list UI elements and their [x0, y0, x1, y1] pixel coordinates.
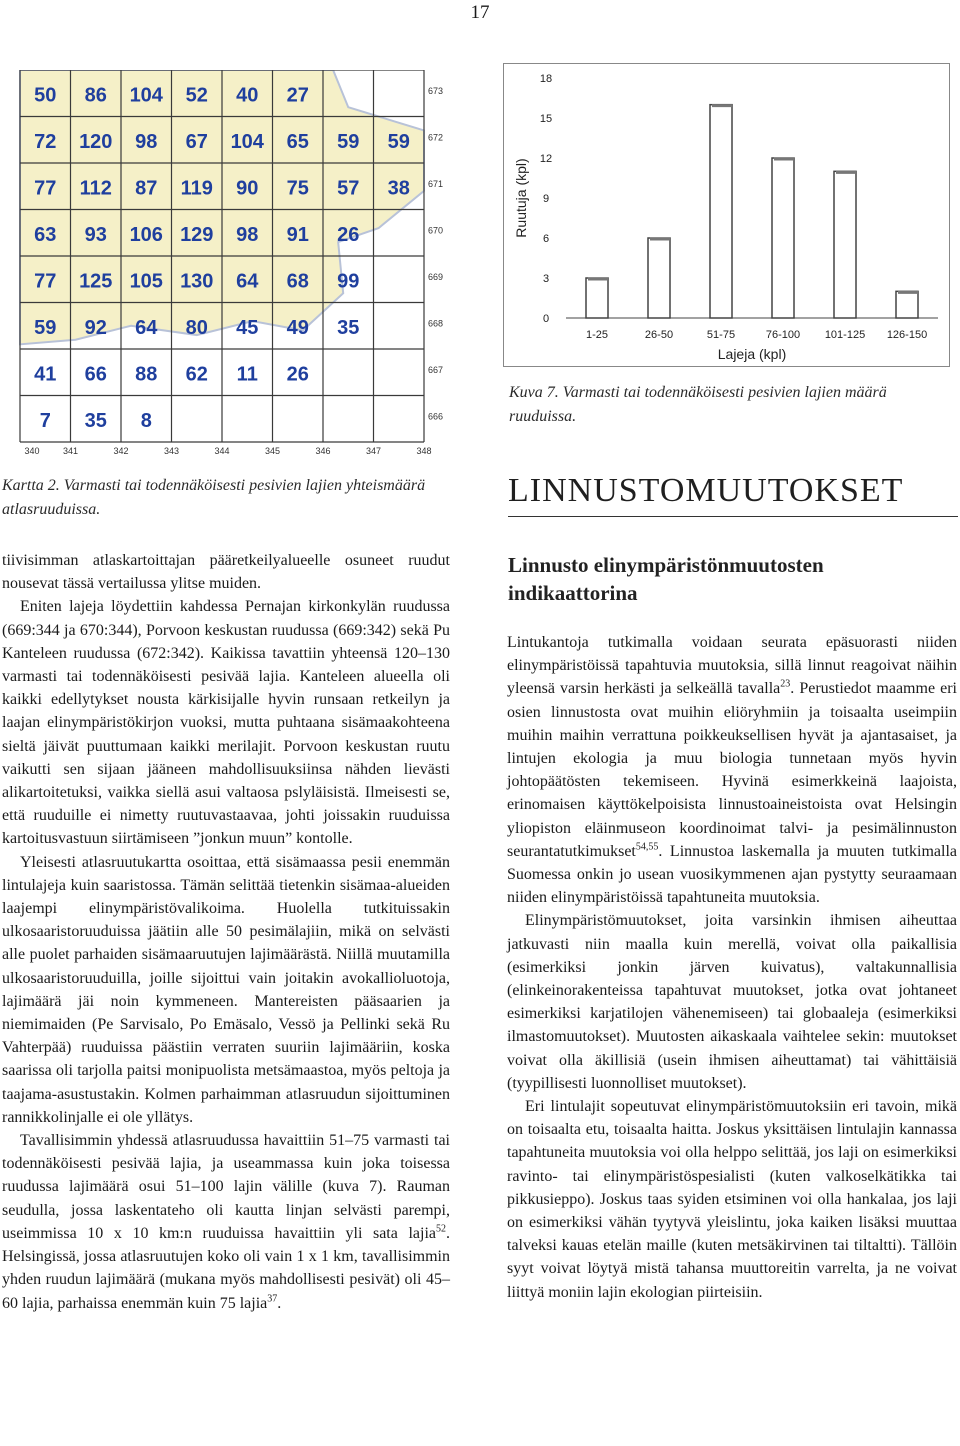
paragraph: Yleisesti atlasruutukartta osoittaa, että sisämaassa pesii enemmän lintulajeja kuin saaristossa. Tämän selittää tietenkin sisämaa-alueiden laajempi elinympäristövalikoima. Huolella tutkituissakin ulkosaaristoruuduissa jäätiin alle 50 pesimälajiin, mikä on selvästi alle puolet parhaiden sisämaaruutujen lajimäärästä. Niillä muutamilla ulkosaaristoruuduilla, joille sijoittui vain joitakin avokallioluotoja, lajimäärä jäi noin kymmeneen. Mantereisten pääsaarien ja niemimaiden (Pe Sarvisalo, Po Emäsalo, Vessö ja Pellinki sekä Ru Vahterpää) ruuduissa päästiin verraten suuriin lajimääriin, koska saarissa oli tarjolla paitsi monipuolista metsämaastoa, myös peltoja ja taajama-asustustakin. Kolmen parhaimman atlasruudun sijoittuminen rannikkolinjalle ei ole yllätys. — [2, 853, 450, 1126]
y-tick-label: 12 — [539, 153, 553, 165]
map-y-tick: 669 — [428, 272, 444, 282]
map-cell-count: 125 — [79, 270, 113, 293]
map-cell-count: 41 — [34, 363, 57, 386]
y-axis-title: Ruutuja (kpl) — [513, 158, 529, 238]
x-tick-label: 51-75 — [706, 329, 736, 341]
paragraph — [507, 631, 957, 909]
x-tick-label: 126-150 — [886, 329, 928, 341]
map-cell-count: 59 — [34, 316, 57, 339]
map-x-tick: 343 — [163, 446, 180, 455]
paragraph: Eniten lajeja löydettiin kahdessa Pernajan kirkonkylän ruudussa (669:344 ja 670:344), Porvoon keskustan ruudussa (669:342) sekä Pu Kanteleen ruudussa (672:342). Kaikissa tavattiin yhteensä 120–130 varmasti tai todennäköisesti pesivää lajia. Kanteleen alueella oli kaikki edellytykset nousta kärkisijalle hyvin runsaan retkeilyn ja laajan elinympäristökirjon vuoksi, mutta puhtaana sisämaakohteena sieltä jäivät puuttumaan kaikki merilajit. Porvoon keskustan ruutu vaikutti sen sijaan jääneen mahdollisuuksiinsa nähden lievästi alikartoitetuksi, vaikka siellä asui valtaosa pslyläisistä. Ilmeisesti se, että ruuduille ei nimetty ruutuvastaavaa, johti joissakin ruuduissa kartoitusvastuun siirtämiseen ”jonkun muun” kontolle. — [2, 598, 450, 848]
map-cell-count: 77 — [34, 177, 57, 200]
paragraph: tiivisimman atlaskartoittajan pääretkeilyalueelle osuneet ruudut nousevat tässä vertailussa ylitse muiden. — [2, 552, 450, 593]
map-x-tick: 345 — [264, 446, 281, 455]
map-cell-count: 64 — [236, 270, 259, 293]
chart-bar — [834, 171, 856, 318]
x-tick-label: 1-25 — [585, 329, 609, 341]
map-cell-count: 77 — [34, 270, 57, 293]
map-cell-count: 38 — [387, 177, 410, 200]
chart-frame — [503, 63, 950, 367]
paragraph: Elinympäristömuutokset, joita varsinkin ihmisen aiheuttaa jatkuvasti niin maalla kuin merellä, voivat olla paikallisia (esimerkiksi jonkin järven kuivatus), valtakunnallisia (elinkeinorakenteissa tapahtuvat muutokset, jotka ovat johtaneet esimerkiksi karjatilojen vähenemiseen) tai globaaleja (esimerkiksi ilmastomuutokset). Muutosten aikaskaala vaihtelee sekin: muutokset voivat olla äkillisiä (usein ihmisen aiheuttamat) tai vähittäisiä (tyypillisesti luonnolliset muutokset). — [507, 912, 957, 1092]
species-count-bar-chart — [504, 64, 949, 366]
text-run: . Linnustoa laskemalla ja muuten tutkimalla Suomessa onkin jo usean vuosikymmenen ajan pystytty seuraamaan niiden elinympäristöissä tapahtuneita muutoksia. — [507, 842, 957, 907]
map-cell-count: 8 — [140, 409, 152, 432]
map-cell-count: 68 — [286, 270, 309, 293]
map-x-tick: 341 — [62, 446, 79, 455]
page-number: 17 — [470, 2, 490, 23]
y-tick-label: 15 — [539, 113, 553, 125]
map-y-tick: 667 — [428, 365, 444, 375]
map-cell-count: 120 — [79, 130, 113, 153]
map-cell-count: 63 — [34, 223, 57, 246]
right-column — [507, 631, 957, 1304]
map-y-tick: 673 — [428, 86, 444, 96]
map-y-tick: 671 — [428, 179, 444, 189]
chart-bar — [896, 291, 918, 318]
map-y-tick: 666 — [428, 411, 444, 422]
reference-number: 52 — [436, 1223, 446, 1235]
chart-bar — [648, 238, 670, 318]
map-cell-count: 104 — [230, 130, 264, 153]
y-tick-label: 3 — [542, 273, 550, 285]
map-cell-count: 26 — [286, 363, 309, 386]
figure-caption: Kuva 7. Varmasti tai todennäköisesti pesivien lajien määrä ruuduissa. — [509, 384, 887, 425]
map-cell-count: 105 — [129, 270, 163, 293]
map-y-tick: 668 — [428, 318, 444, 329]
map-x-tick: 342 — [113, 446, 129, 455]
text-run: . — [277, 1294, 282, 1312]
map-cell-count: 45 — [236, 316, 259, 339]
map-cell-count: 64 — [135, 316, 158, 339]
x-tick-label: 101-125 — [824, 329, 866, 341]
map-cell-count: 35 — [84, 409, 107, 432]
map-cell-count: 92 — [84, 316, 107, 339]
map-cell-count: 129 — [180, 223, 214, 246]
x-tick-label: 26-50 — [644, 329, 674, 341]
map-x-tick: 346 — [315, 446, 331, 455]
map-cell-count: 65 — [286, 130, 309, 153]
y-tick-label: 0 — [542, 313, 550, 325]
map-y-tick: 670 — [428, 225, 444, 236]
subsection-title: Linnusto elinympäristönmuutosten indikaattorina — [508, 553, 824, 605]
text-run: . Helsingissä, jossa atlasruutujen koko oli vain 1 x 1 km, tavallisimmin yhden ruudun lajimäärä (mukana myös mahdollisesti pesivät) oli 45–60 lajia, parhaissa enemmän kuin 75 lajia — [2, 1224, 450, 1312]
map-cell-count: 40 — [236, 84, 259, 107]
map-cell-count: 50 — [34, 84, 57, 107]
map-cell-count: 27 — [286, 84, 309, 107]
left-column — [2, 549, 450, 1315]
map-cell-count: 90 — [236, 177, 259, 200]
map-cell-count: 62 — [185, 363, 208, 386]
map-x-tick: 347 — [365, 446, 382, 455]
map-cell-count: 57 — [337, 177, 360, 200]
reference-number: 37 — [267, 1293, 278, 1305]
map-cell-count: 49 — [286, 316, 309, 339]
map-cell-count: 67 — [185, 130, 208, 153]
map-cell-count: 7 — [39, 409, 51, 432]
chart-bar — [772, 158, 794, 318]
map-cell-count: 106 — [129, 223, 163, 246]
map-cell-count: 75 — [286, 177, 309, 200]
map-cell-count: 59 — [337, 130, 360, 153]
map-cell-count: 130 — [180, 270, 214, 293]
map-cell-count: 88 — [135, 363, 158, 386]
map-cell-count: 52 — [185, 84, 208, 107]
map-cell-count: 26 — [337, 223, 360, 246]
text-run: Lintukantoja tutkimalla voidaan seurata epäsuorasti niiden elinympäristöissä tapahtuvia muutoksia, sillä linnut reagoivat näihin yleensä varsin herkästi ja selkeällä tavalla — [507, 634, 957, 698]
map-cell-count: 72 — [34, 130, 57, 153]
reference-number: 23 — [780, 679, 791, 691]
map-cell-count: 98 — [236, 223, 259, 246]
map-cell-count: 99 — [337, 270, 360, 293]
text-run: Tavallisimmin yhdessä atlasruudussa havaittiin 51–75 varmasti tai todennäköisesti pesivää lajia, ja useammassa kuin joka toisessa ruudussa lajimäärä osui 51–100 lajin välille (kuva 7). Rauman seudulla, jossa laskentateho oli kautta linjan selvästi parempi, useimmissa 10 x 10 km:n ruuduissa havaittiin yli sata lajia — [2, 1132, 450, 1242]
y-tick-label: 6 — [542, 233, 550, 245]
map-cell-count: 93 — [84, 223, 107, 246]
map-cell-count: 66 — [84, 363, 107, 386]
map-cell-count: 11 — [236, 363, 258, 386]
section-divider — [508, 516, 958, 517]
x-tick-label: 76-100 — [765, 329, 801, 341]
map-cell-count: 59 — [387, 130, 410, 153]
map-y-tick: 672 — [428, 132, 444, 143]
map-cell-count: 104 — [129, 84, 163, 107]
map-caption: Kartta 2. Varmasti tai todennäköisesti pesivien lajien yhteismäärä atlasruuduissa. — [2, 477, 426, 518]
map-x-tick: 348 — [416, 446, 432, 455]
map-x-tick: 340 — [24, 446, 40, 455]
y-tick-label: 18 — [539, 73, 553, 85]
map-cell-count: 98 — [135, 130, 158, 153]
chart-bar — [710, 105, 732, 318]
paragraph: Eri lintulajit sopeutuvat elinympäristömuutoksiin eri tavoin, mikä on toisaalta etu, toisaalta haitta. Joskus yksittäisen lintulajin kannassa tapahtuneita muutoksia voi olla helppo selittää, jos laji on esimerkiksi ravinto- tai elinympäristöspesialisti (kuten valkoselkätikka tai pikkusieppo). Joskus taas syiden etsiminen voi olla hankalaa, jos laji on esimerkiksi vähän tyytyvä yleislintu, joka kaiken lisäksi muuttaa talveksi kauas etelän maille (kuten metsäkirvinen tai tiltaltti). Tällöin syyt voivat löytyä mistä tahansa muuttoreitin varrelta, ja ne voivat liittyä moniin lajin ekologian piirteisiin. — [507, 1098, 957, 1301]
map-cell-count: 86 — [84, 84, 107, 107]
paragraph — [2, 1129, 450, 1315]
text-run: . Perustiedot maamme eri osien linnustosta ovat muihin eliöryhmiin ja toisaalta useimpiin muihin maihin verrattuna poikkeuksellisen hyvät ja ajantasaiset, ja lintujen ekologia ja muu biologia tunnetaan myös hyvin johtopäätösten tekemiseen. Hyvinä esimerkkeinä laajoista, erinomaisen käyttökelpoisista linnustoaineistoista ovat Helsingin yliopiston eläinmuseon koordinoimat talvi- ja pesimälinnuston seurantatutkimukset — [507, 680, 957, 860]
reference-number: 54,55 — [635, 841, 659, 853]
y-tick-label: 9 — [542, 193, 550, 205]
atlas-grid-map — [8, 70, 452, 455]
map-cell-count: 87 — [135, 177, 158, 200]
chart-bar — [586, 278, 608, 318]
map-x-tick: 344 — [214, 446, 230, 455]
x-axis-title: Lajeja (kpl) — [717, 346, 787, 362]
map-cell-count: 35 — [337, 316, 360, 339]
map-cell-count: 119 — [180, 177, 213, 200]
map-cell-count: 91 — [286, 223, 309, 246]
map-cell-count: 112 — [79, 177, 112, 200]
map-cell-count: 80 — [185, 316, 208, 339]
section-title: LINNUSTOMUUTOKSET — [508, 472, 904, 509]
